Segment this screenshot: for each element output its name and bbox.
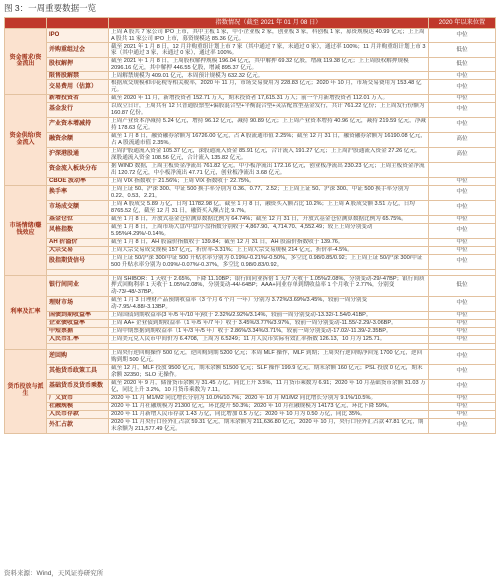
position-cell: 高位 xyxy=(429,147,496,162)
indicator-cell: 中短票据 xyxy=(47,327,109,335)
description-cell: 上周美元兑人民币中间价为 6.4708，上周为 6.5249；11 月人民币实际有效汇率指数 126.13，10 月为 125.71。 xyxy=(109,335,429,343)
table-row xyxy=(5,94,496,102)
table-body xyxy=(5,29,496,434)
table-row xyxy=(5,200,496,215)
indicator-cell: 市场成交额 xyxy=(47,200,109,215)
table-row xyxy=(5,177,496,185)
position-cell: 低位 xyxy=(429,58,496,72)
position-cell: 中位 xyxy=(429,94,496,102)
description-cell: 上周国债到期收益率(3 年/5 年/10 年)收于 2.32%/2.92%/3.14%，较前一周分别变动-13.32/-1.54/0.41BP。 xyxy=(109,311,429,319)
description-cell: 2020 年 11 月新增人民币存款 1.43 万亿，同比增加 0.5 万亿；2020 年 10 月为 0.50 万亿，同比 35%。 xyxy=(109,410,429,418)
table-row xyxy=(5,238,496,246)
indicator-cell: 人民币汇率 xyxy=(47,335,109,343)
position-cell: 中位 xyxy=(429,117,496,132)
position-cell: 中位 xyxy=(429,394,496,402)
table-row xyxy=(5,311,496,319)
position-cell: 中位 xyxy=(429,80,496,94)
indicator-cell: 逆回购 xyxy=(47,349,109,364)
position-cell: 中位 xyxy=(429,185,496,200)
position-cell: 中位 xyxy=(429,254,496,269)
description-cell: 截至 12 月，MLF 投放 9500 亿元，期末余额 51500 亿元；SLF 操作 199.9 亿元，期末余额 160 亿元；PSL 投放 0 亿元，期末余额 32350；SLO 无操作。 xyxy=(109,364,429,379)
position-cell: 高位 xyxy=(429,132,496,147)
description-cell: 上周解禁规模为 409.01 亿元，本周预计规模为 632.32 亿元。 xyxy=(109,72,429,80)
indicator-cell: 限售股解禁 xyxy=(47,72,109,80)
table-row xyxy=(5,223,496,238)
indicator-cell: 资金流入板块分布 xyxy=(47,162,109,177)
table-row xyxy=(5,29,496,43)
description-cell: 上周 A 股共 7 家公司 IPO 上市，其中主板 1 家，中小企业板 2 家，创业板 3 家，科创板 1 家，募资规模达 40.99 亿元；上上周 A 股共 11 家公司 IPO 上市，募资规模达 85.36 亿元。 xyxy=(109,29,429,43)
description-cell: 上周央行逆回购操作 500 亿元，逆回购到期 5200 亿元；本周 MLF 操作，MLF 到期；上周央行逆回购净回笼 1700 亿元，逆回购到期 500 亿元。 xyxy=(109,349,429,364)
header-description: 指数情况（截至 2021 年 01 月 08 日） xyxy=(109,18,429,29)
indicator-cell: 其他货币政策工具 xyxy=(47,364,109,379)
table-row xyxy=(5,215,496,223)
description-cell: 截至 2021 年 1 月 8 日，12 月并购重组计划上市 7 家（其中通过 7 家，未通过 0 家），通过率 100%；11 月并购重组计划上市 3 家（其中通过 3 家，未通过 0 家），通过率 100%。 xyxy=(109,43,429,58)
description-cell: 截至 1 月 8 日，AH 股溢价指数收于 139.84；截至 12 月 31 日，AH 股溢价指数收于 139.76。 xyxy=(109,238,429,246)
indicator-cell: 人民币存款 xyxy=(47,410,109,418)
position-cell: 中位 xyxy=(429,102,496,117)
table-row xyxy=(5,327,496,335)
table-row xyxy=(5,349,496,364)
description-cell: 上周 VIX 指数收于 21.56%；上周 VIX 指数收于 22.75%。 xyxy=(109,177,429,185)
indicator-cell: 新增投资者 xyxy=(47,94,109,102)
table-row xyxy=(5,72,496,80)
description-cell: 上周上证 50/沪深 300/中证 500 升贴水率分别为 0.19%/-0.21%/-0.50%，多空比 0.98/0.85/0.92；上上周上证 50/沪深 300/中证 500 升贴水率分别为 0.09%/-0.07%/-0.37%，多空比 0.98/0.83/0.92。 xyxy=(109,254,429,269)
position-cell: 中位 xyxy=(429,215,496,223)
indicator-cell: 交易费用（估算） xyxy=(47,80,109,94)
indicator-cell: 股指期货信号 xyxy=(47,254,109,269)
indicator-cell: 基金仓位 xyxy=(47,215,109,223)
indicator-cell: AH 折溢价 xyxy=(47,238,109,246)
position-cell: 中位 xyxy=(429,200,496,215)
table-row xyxy=(5,185,496,200)
description-cell: 截至 1 月 3 日理财产品预期收益率（3 个月 6 个月 一年）分别为 3.72%/3.69%/3.45%，较前一周分别变动-7.95/-4.88/-3.13BP。 xyxy=(109,296,429,311)
indicator-cell: 风格指数 xyxy=(47,223,109,238)
description-cell: 上周上证 50、沪深 300、中证 500 换手率分别为 0.36、0.77、2.52；上上周上证 50、沪深 300、中证 500 换手率分别为 0.22、0.53、2.21。 xyxy=(109,185,429,200)
table-row xyxy=(5,80,496,94)
header-category xyxy=(5,18,47,29)
indicator-cell: 国债到期收益率 xyxy=(47,311,109,319)
table-row xyxy=(5,132,496,147)
table-row xyxy=(5,319,496,327)
table-row xyxy=(5,117,496,132)
position-cell: 中位 xyxy=(429,296,496,311)
description-cell: 据 WIND 数据，上周主板资金净流出 761.82 亿元，中小板净流出 172.16 亿元，创业板净流出 230.23 亿元；上周主板资金净流出 120.72 亿元，中小板净流出 47.71 亿元，创业板净流出 3.68 亿元。 xyxy=(109,162,429,177)
description-cell: 上周产业资本净减持 5.24 亿元，增持 96.12 亿元，减持 90.89 亿元；上上周产业资本增持 40.96 亿元，减持 219.59 亿元，净减持 178.63 亿元。 xyxy=(109,117,429,132)
description-cell: 上周 SHIBOR：1 天收于 2.65%，下降 11.10BP；银行间同业拆借 1 天/7 天收于 1.05%/2.08%，分别变动-29/-47BP；银行间质押式回购利率 1 天收于 1.05%/2.08%，分别变动-44/-64BP；AAA+同业存单到期收益率 1 个月收于 2.77%，分别变动-73/-48/-37BP。 xyxy=(109,275,429,296)
position-cell: 中位 xyxy=(429,238,496,246)
indicator-cell: 大宗交易 xyxy=(47,246,109,254)
indicator-cell: 社融规模 xyxy=(47,402,109,410)
position-cell: 中位 xyxy=(429,335,496,343)
indicator-cell: 融资余额 xyxy=(47,132,109,147)
table-header-row xyxy=(5,18,496,29)
description-cell: 2020 年 11 月 M1/M2 同比增长分别为 10.0%/10.7%；2020 年 10 月 M1/M2 同比增长分别为 9.1%/10.5%。 xyxy=(109,394,429,402)
position-cell: 中位 xyxy=(429,311,496,319)
description-cell: 2020 年 11 月央行口径外汇占款 59.31 亿元，期末余额为 211,636.80 亿元，2020 年 10 月，央行口径外汇占款 47.81 亿元，期末余额为 211,577.49 亿元。 xyxy=(109,418,429,433)
indicator-cell: 企业债收益率 xyxy=(47,319,109,327)
position-cell: 中位 xyxy=(429,327,496,335)
description-cell: 上周沪股通流入资金 105.37 亿元，深股通流入资金 85.91 亿元，合计流入 191.27 亿元；上上周沪股通流入资金 27.26 亿元，深股通流入资金 108.56 亿元，合计流入 135.82 亿元。 xyxy=(109,147,429,162)
description-cell: 上周 AA+ 企业债到期收益率（1 年/5 年/7 年）收于 3.45%/3.77%/3.97%，较前一周分别变动-11.55/-2.29/-3.06BP。 xyxy=(109,319,429,327)
figure-title: 图 3：一周重要数据一览 xyxy=(4,3,97,13)
table-row xyxy=(5,102,496,117)
description-cell: 上周大宗交易成交规模 157 亿元，折价率-3.31%；上上周大宗交易规模 214 亿元，折价率-4.5%。 xyxy=(109,246,429,254)
position-cell: 低位 xyxy=(429,43,496,58)
position-cell: 中位 xyxy=(429,349,496,364)
indicator-cell: 并购重组过会 xyxy=(47,43,109,58)
position-cell: 中位 xyxy=(429,319,496,327)
table-row xyxy=(5,410,496,418)
position-cell: 中位 xyxy=(429,418,496,433)
category-cell: 市场情绪/赚钱效应 xyxy=(5,185,47,275)
position-cell: 中位 xyxy=(429,364,496,379)
indicator-cell: 换手率 xyxy=(47,185,109,200)
table-row xyxy=(5,402,496,410)
header-indicator xyxy=(47,18,109,29)
position-cell: 中位 xyxy=(429,410,496,418)
table-row xyxy=(5,418,496,433)
description-cell: 截至 1 月 8 日，上周市场大盘/中盘/小盘指数分别收于 4,867.90、4,714.70、4,552.49；较上上周分别变动 5.95%/4.29%/-0.14%。 xyxy=(109,223,429,238)
table-row xyxy=(5,58,496,72)
table-row xyxy=(5,364,496,379)
indicator-cell: 银行间同业 xyxy=(47,275,109,296)
position-cell: 中位 xyxy=(429,379,496,394)
table-row xyxy=(5,162,496,177)
table-row xyxy=(5,147,496,162)
description-cell: 截至 2021 年 1 月 8 日，上周股权解押规模 196.04 亿元，其中解押 69.32 亿股，增减 119.38 亿元；上上周股权解押规模 2096.16 亿元，其中解押 446.55 亿股，增减 895.37 亿元。 xyxy=(109,58,429,72)
position-cell: 低位 xyxy=(429,275,496,296)
description-cell: 截至 2020 年 9 月，储备货币余额为 31.45 万亿，同比上升 3.5%，11 月货币乘数为 6.91；2020 年 10 月基础货币余额 31.03 万亿，同比上升 3.2%，10 月货币乘数为 7.11。 xyxy=(109,379,429,394)
indicator-cell: 股权解押 xyxy=(47,58,109,72)
table-row xyxy=(5,254,496,269)
position-cell: 中位 xyxy=(429,29,496,43)
table-row xyxy=(5,246,496,254)
position-cell: 中位 xyxy=(429,72,496,80)
indicator-cell: 沪深港股通 xyxy=(47,147,109,162)
table-row xyxy=(5,296,496,311)
indicator-cell: 广义货币 xyxy=(47,394,109,402)
table-row xyxy=(5,394,496,402)
table-row xyxy=(5,335,496,343)
indicator-cell: 外汇占款 xyxy=(47,418,109,433)
position-cell: 中位 xyxy=(429,402,496,410)
indicator-cell: 基础货币及货币乘数 xyxy=(47,379,109,394)
position-cell: 中位 xyxy=(429,177,496,185)
indicator-cell: 产业资本增减持 xyxy=(47,117,109,132)
indicator-cell: 基金发行 xyxy=(47,102,109,117)
description-cell: 上周 A 股成交 5.89 万亿，日均 11782.98 亿，截至 1 月 8 日，融资买入额占比 10.2%；上上周 A 股成交额 3.51 万亿，日均 8765.52 亿，截至 12 月 31 日，融资买入额占比 9.7%。 xyxy=(109,200,429,215)
source-note: 资料来源：Wind，天风证券研究所 xyxy=(4,570,104,577)
description-cell: 截至 1 月 8 日，融资融券余额为 16726.00 亿元，占 A 股流通市值 2.25%；截至 12 月 31 日，融资融券余额为 16190.08 亿元，占 A 股流通市值 2.35%。 xyxy=(109,132,429,147)
category-cell: 资金供给/资金流入 xyxy=(5,94,47,185)
table-row xyxy=(5,43,496,58)
position-cell: 中位 xyxy=(429,223,496,238)
description-cell: 2020 年 11 月社融规模为 21300 亿元，环比提升 50.3%；2020 年 10 月社融规模为 14173 亿元，环比下降 59%。 xyxy=(109,402,429,410)
indicator-cell: IPO xyxy=(47,29,109,43)
description-cell: 上周中期票据到期收益率（1 年/3 年/5 年）收于 2.86%/3.34%/3.71%，较前一周分别变动-17.02/-11.39/-2.35BP。 xyxy=(109,327,429,335)
indicator-cell: CBOE 波动率 xyxy=(47,177,109,185)
description-cell: 根据成交规模和印花税等相关税率，2020 年 11 月，市场交易费用为 228.83 亿元；2020 年 10 月，市场交易费用为 153.48 亿元。 xyxy=(109,80,429,94)
indicator-cell: 理财市场 xyxy=(47,296,109,311)
category-cell: 资金需求/资金流出 xyxy=(5,29,47,95)
description-cell: 以成立日计，上周共有 12 只普通股票型+偏股混合型+平衡混合型+灵活配置型基金发行，共计 761.22 亿份；上上周发行份额为 160.87 亿份。 xyxy=(109,102,429,117)
table-row xyxy=(5,379,496,394)
data-table xyxy=(4,17,496,434)
position-cell: 中位 xyxy=(429,246,496,254)
category-cell: 货币投放与派生 xyxy=(5,349,47,433)
description-cell: 截至 1 月 8 日，开放式基金仓位测算数据比例为 64.74%；截至 12 月 31 日，开放式基金仓位测算数据比例为 65.75%。 xyxy=(109,215,429,223)
description-cell: 截至 2020 年 11 月，新增投资者 152.71 万人，期末投资者 17,615.31 万人；前一个月新增投资者 112.01 万人。 xyxy=(109,94,429,102)
position-cell xyxy=(429,162,496,177)
category-cell: 利率及汇率 xyxy=(5,275,47,349)
table-row xyxy=(5,275,496,296)
header-position: 2020 年以来位置 xyxy=(429,18,496,29)
